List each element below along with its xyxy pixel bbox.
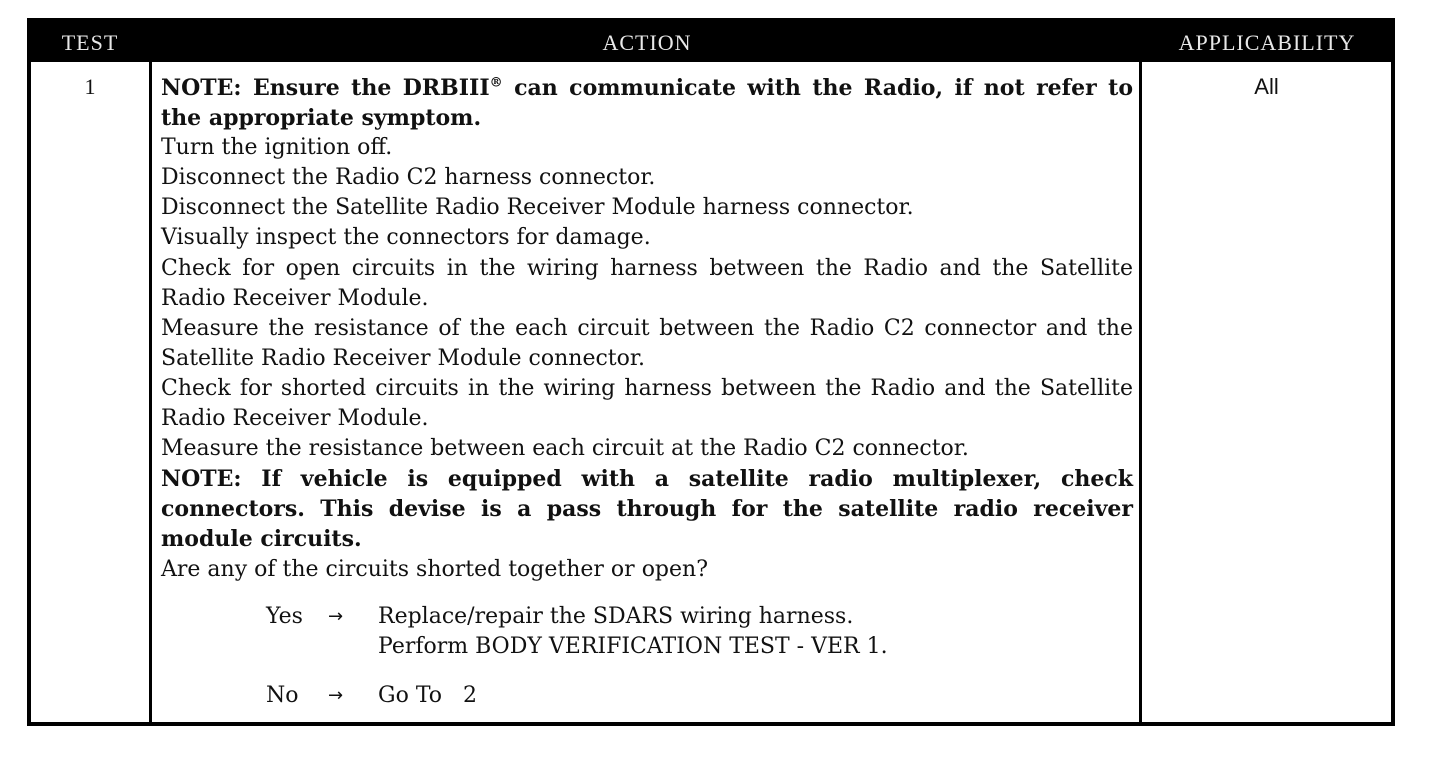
test-number: 1 <box>84 74 96 99</box>
test-table <box>27 18 1395 726</box>
note1-text-b: can communicate with the Radio, if not refer to the appropriate symptom. <box>161 75 1133 132</box>
action-cell <box>161 73 1133 585</box>
step-check-open: Check for open circuits in the wiring harness between the Radio and the Satellite Radio Receiver Module. <box>161 255 1133 311</box>
header-action: ACTION <box>602 30 692 55</box>
step-disconnect-radio: Disconnect the Radio C2 harness connector. <box>161 165 656 191</box>
step-inspect-connectors: Visually inspect the connectors for damage. <box>161 225 651 251</box>
yes-label: Yes <box>266 604 303 629</box>
note-communicate <box>161 73 1133 133</box>
right-arrow-icon: → <box>328 606 344 627</box>
no-label: No <box>266 683 299 708</box>
step-measure-resistance: Measure the resistance of the each circuit between the Radio C2 connector and the Satellite Radio Receiver Module connector. <box>161 315 1133 371</box>
header-test: TEST <box>61 30 119 55</box>
step-measure-between: Measure the resistance between each circuit at the Radio C2 connector. <box>161 436 969 462</box>
column-divider-right <box>1139 62 1142 722</box>
note-multiplexer: NOTE: If vehicle is equipped with a satellite radio multiplexer, check connectors. This devise is a pass through for the satellite radio receiver module circuits. <box>161 466 1133 553</box>
header-applicability: APPLICABILITY <box>1178 30 1356 55</box>
step-ignition-off: Turn the ignition off. <box>161 135 393 161</box>
yes-action-2: Perform BODY VERIFICATION TEST - VER 1. <box>378 634 888 659</box>
question: Are any of the circuits shorted together or open? <box>161 556 709 582</box>
step-disconnect-module: Disconnect the Satellite Radio Receiver Module harness connector. <box>161 195 914 221</box>
yes-action-1: Replace/repair the SDARS wiring harness. <box>378 604 854 629</box>
table-header <box>31 22 1391 62</box>
no-action: Go To 2 <box>378 683 477 708</box>
right-arrow-icon: → <box>328 685 344 706</box>
note1-text-a: NOTE: Ensure the DRBIII <box>161 75 490 101</box>
applicability-value: All <box>1254 74 1279 99</box>
column-divider-left <box>149 62 152 722</box>
registered-mark: ® <box>489 75 503 91</box>
step-check-shorted: Check for shorted circuits in the wiring harness between the Radio and the Satellite Radio Receiver Module. <box>161 375 1133 432</box>
